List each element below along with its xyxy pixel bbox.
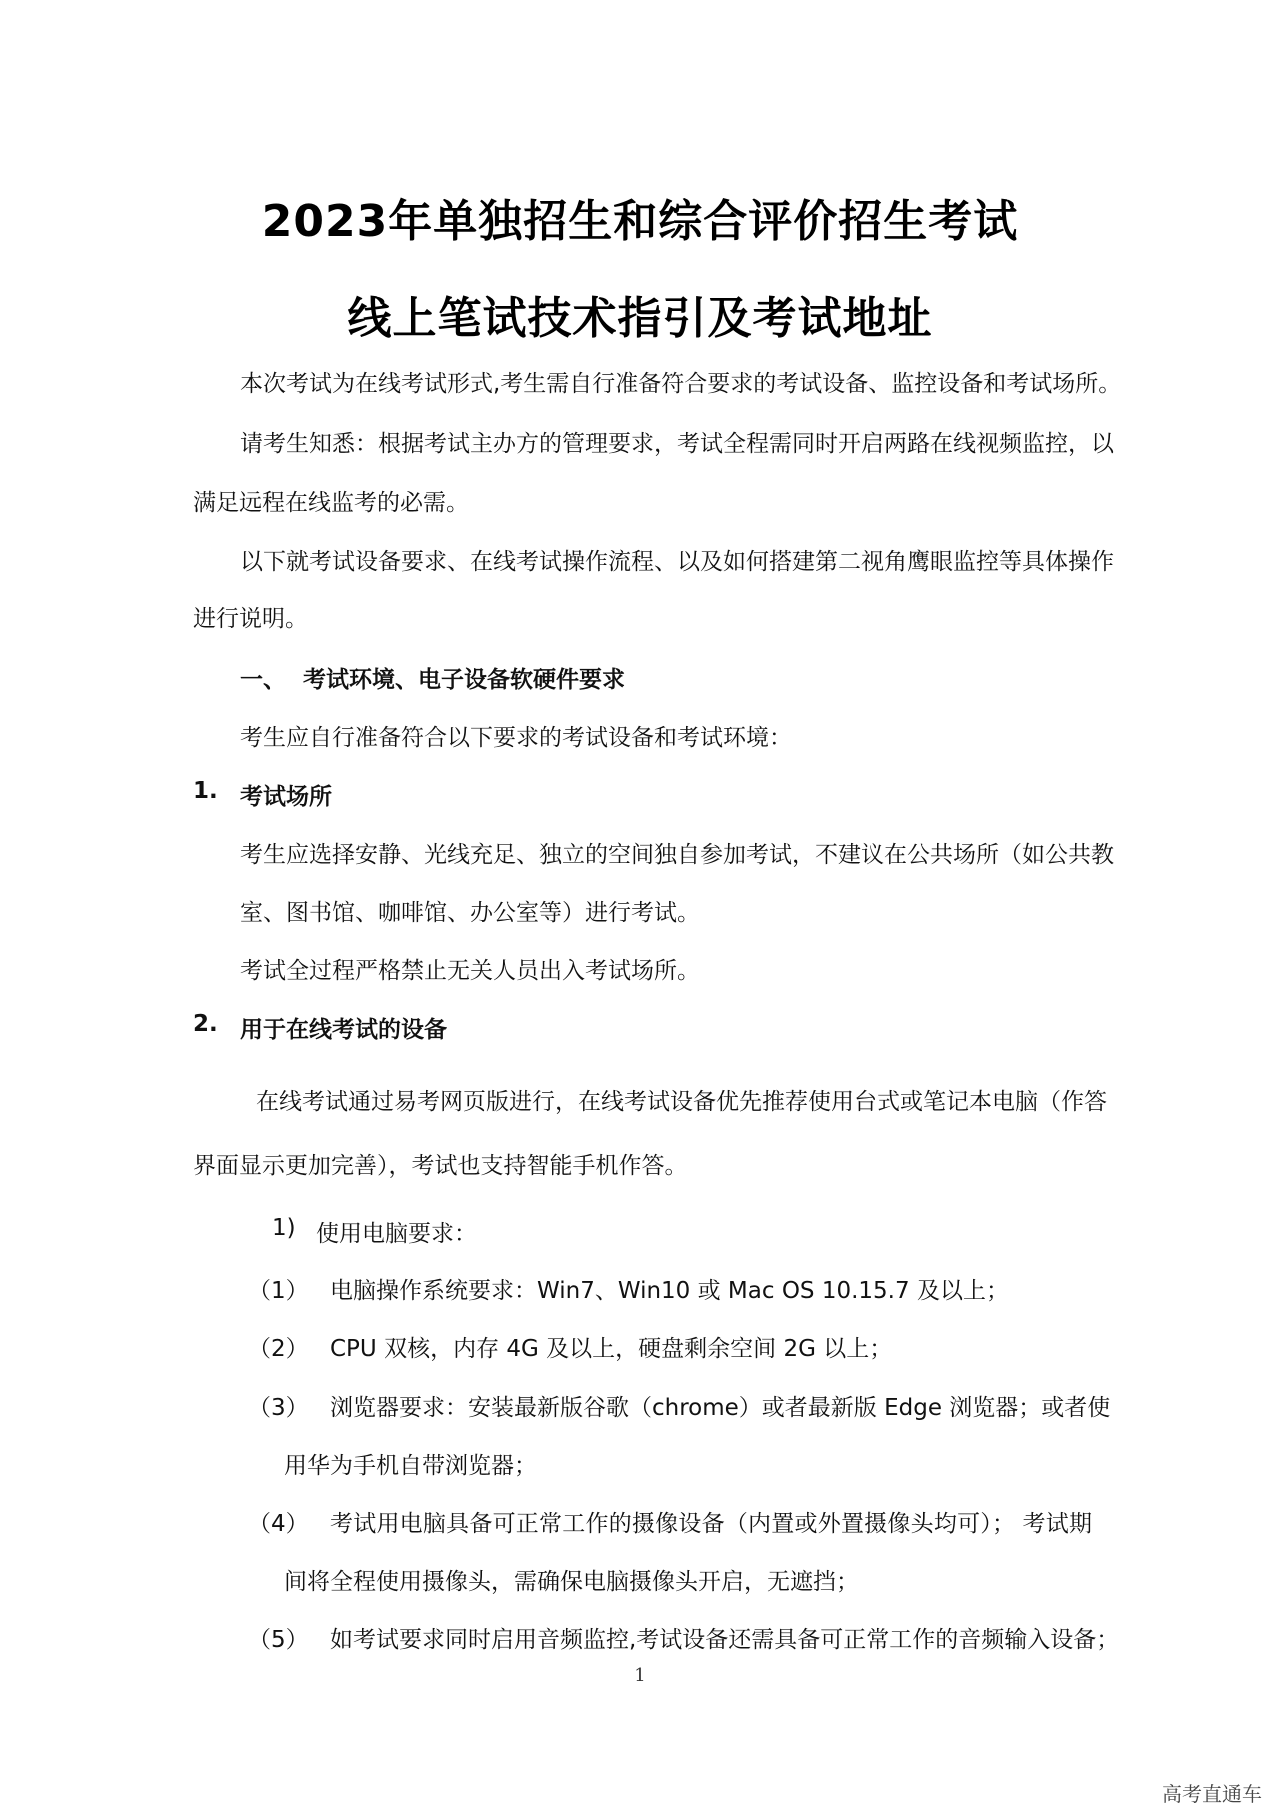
section-1-title: 考试环境、电子设备软硬件要求 — [303, 667, 625, 693]
requirement-3-number: （3） — [248, 1395, 309, 1421]
item-2-title: 用于在线考试的设备 — [240, 1017, 447, 1043]
intro-paragraph-3-line-1: 以下就考试设备要求、在线考试操作流程、以及如何搭建第二视角鹰眼监控等具体操作 — [240, 549, 1114, 575]
watermark-text: 高考直通车 — [1162, 1782, 1262, 1806]
item-2-paragraph-line-2: 界面显示更加完善），考试也支持智能手机作答。 — [193, 1153, 688, 1179]
requirement-3-continuation: 用华为手机自带浏览器； — [284, 1453, 537, 1479]
sub-1-number: 1) — [272, 1215, 296, 1241]
item-1-number: 1. — [193, 778, 218, 804]
item-1-paragraph-1-line-1: 考生应选择安静、光线充足、独立的空间独自参加考试，不建议在公共场所（如公共教 — [240, 842, 1114, 868]
requirement-4-continuation: 间将全程使用摄像头，需确保电脑摄像头开启，无遮挡； — [284, 1569, 859, 1595]
intro-paragraph-1: 本次考试为在线考试形式,考生需自行准备符合要求的考试设备、监控设备和考试场所。 — [240, 371, 1122, 397]
section-1-number: 一、 — [240, 667, 286, 693]
requirement-1-text: 电脑操作系统要求：Win7、Win10 或 Mac OS 10.15.7 及以上； — [330, 1278, 1009, 1304]
requirement-3-text: 浏览器要求：安装最新版谷歌（chrome）或者最新版 Edge 浏览器；或者使 — [330, 1395, 1111, 1421]
page-number: 1 — [634, 1665, 646, 1686]
intro-paragraph-2-line-2: 满足远程在线监考的必需。 — [193, 490, 469, 516]
intro-paragraph-3-line-2: 进行说明。 — [193, 606, 308, 632]
title-line-1: 2023年单独招生和综合评价招生考试 — [261, 196, 1019, 247]
intro-paragraph-2-line-1: 请考生知悉：根据考试主办方的管理要求，考试全程需同时开启两路在线视频监控，以 — [240, 431, 1114, 457]
requirement-4-number: （4） — [248, 1511, 309, 1537]
item-2-number: 2. — [193, 1011, 218, 1037]
requirement-5-text: 如考试要求同时启用音频监控,考试设备还需具备可正常工作的音频输入设备； — [330, 1627, 1120, 1653]
title-line-2: 线上笔试技术指引及考试地址 — [347, 293, 933, 344]
item-2-paragraph-line-1: 在线考试通过易考网页版进行，在线考试设备优先推荐使用台式或笔记本电脑（作答 — [256, 1089, 1107, 1115]
item-1-title: 考试场所 — [240, 784, 332, 810]
item-1-paragraph-2: 考试全过程严格禁止无关人员出入考试场所。 — [240, 958, 700, 984]
requirement-1-number: （1） — [248, 1278, 309, 1304]
requirement-4-text: 考试用电脑具备可正常工作的摄像设备（内置或外置摄像头均可）； 考试期 — [330, 1511, 1092, 1537]
item-1-paragraph-1-line-2: 室、图书馆、咖啡馆、办公室等）进行考试。 — [240, 900, 700, 926]
requirement-2-number: （2） — [248, 1336, 309, 1362]
section-1-intro: 考生应自行准备符合以下要求的考试设备和考试环境： — [240, 725, 792, 751]
requirement-2-text: CPU 双核，内存 4G 及以上，硬盘剩余空间 2G 以上； — [330, 1336, 893, 1362]
requirement-5-number: （5） — [248, 1627, 309, 1653]
sub-1-title: 使用电脑要求： — [316, 1221, 477, 1247]
